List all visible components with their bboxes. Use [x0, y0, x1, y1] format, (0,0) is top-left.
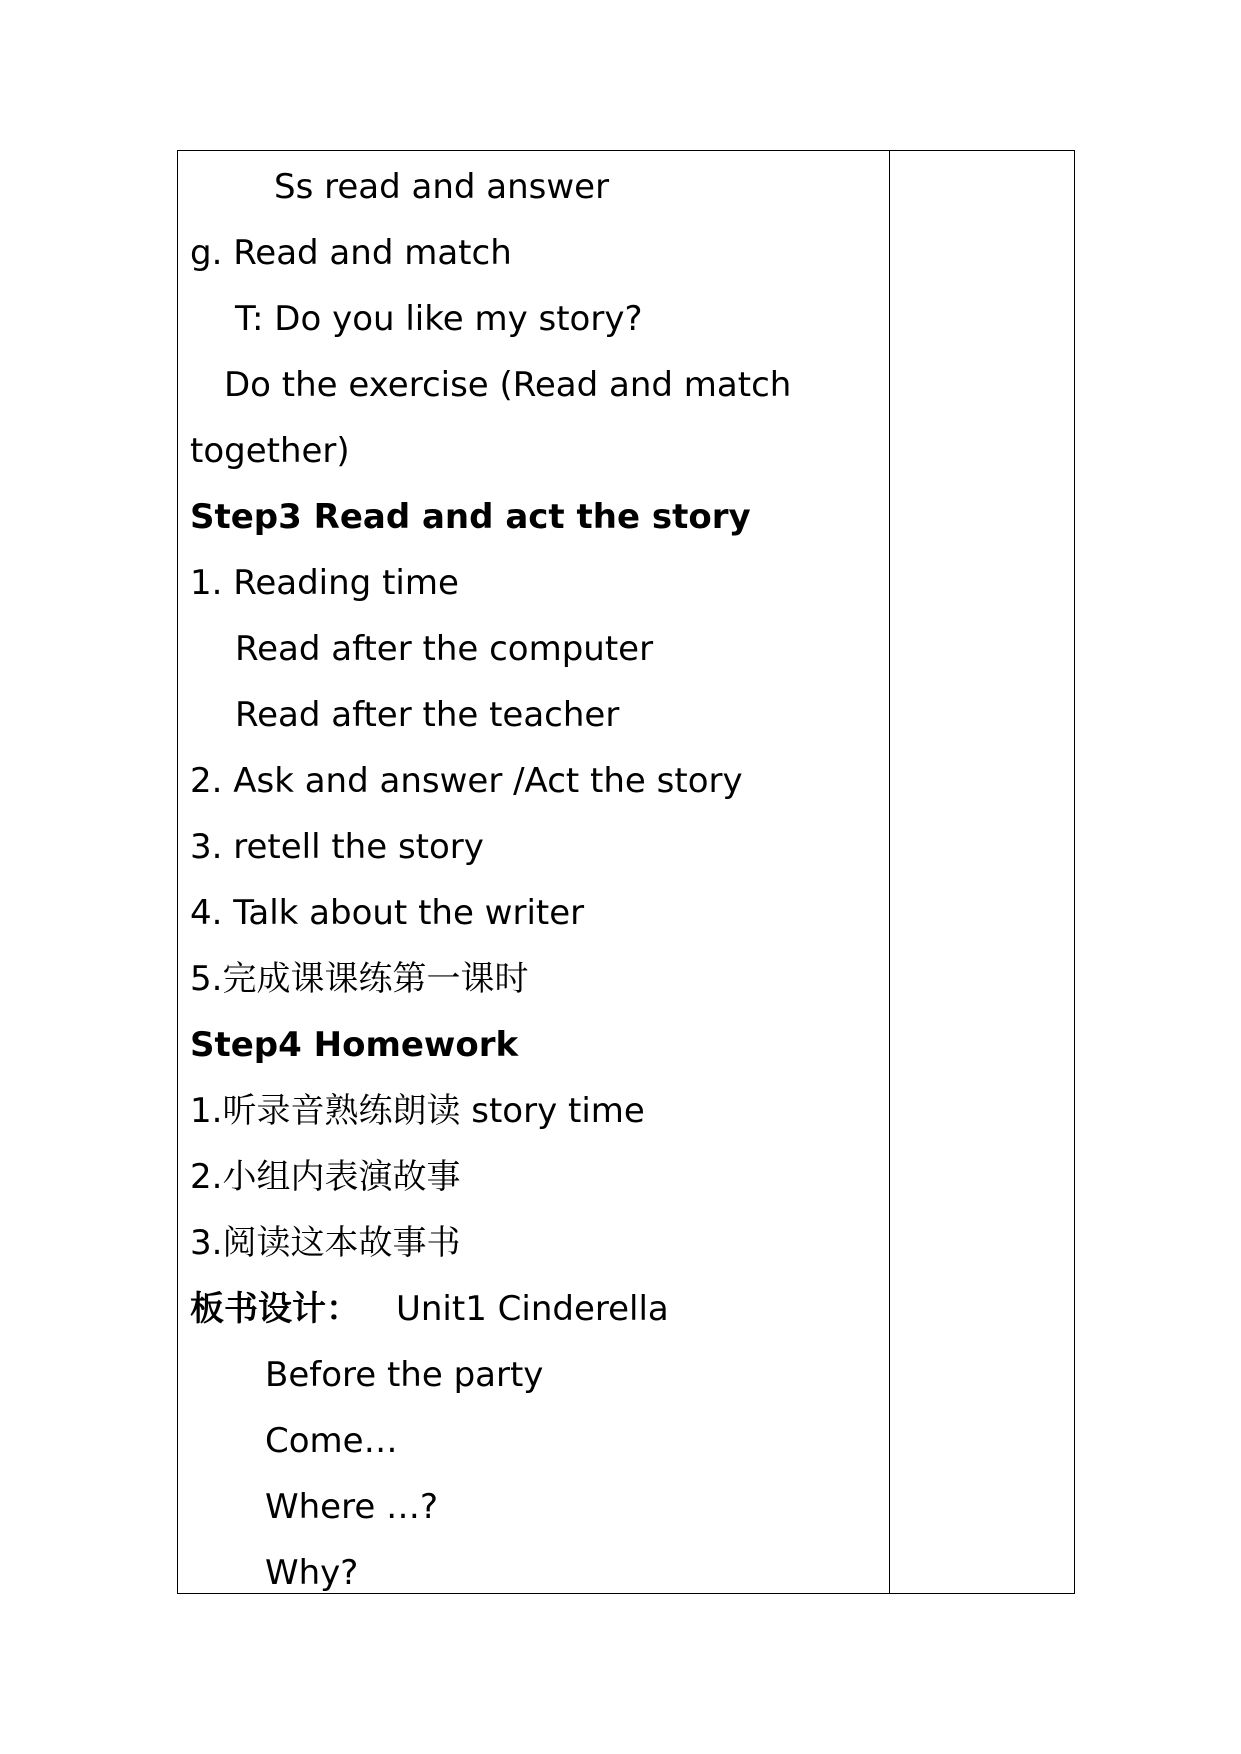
- text-line: 3.阅读这本故事书: [190, 1223, 461, 1263]
- text-line: 1.听录音熟练朗读 story time: [190, 1091, 645, 1131]
- text-line: Read after the computer: [235, 629, 654, 669]
- board-design-label: 板书设计：: [190, 1289, 360, 1329]
- text-line: Ss read and answer: [274, 167, 610, 207]
- lesson-plan-table: [177, 150, 1075, 1594]
- text-line: Come…: [265, 1421, 398, 1461]
- text-line: 2. Ask and answer /Act the story: [190, 761, 743, 801]
- text-line: Where …?: [265, 1487, 439, 1527]
- step4-heading: Step4 Homework: [190, 1025, 519, 1065]
- text-line: Read after the teacher: [235, 695, 620, 735]
- text-line: Why?: [265, 1553, 359, 1593]
- text-line: 3. retell the story: [190, 827, 484, 867]
- text-line: T: Do you like my story?: [235, 299, 643, 339]
- text-line: 1. Reading time: [190, 563, 459, 603]
- board-design-line: [190, 1289, 669, 1329]
- lesson-steps-cell: [178, 151, 890, 1593]
- text-line: 4. Talk about the writer: [190, 893, 585, 933]
- text-line: g. Read and match: [190, 233, 512, 273]
- text-line: Before the party: [265, 1355, 544, 1395]
- text-line: 5.完成课课练第一课时: [190, 959, 529, 999]
- text-line: together): [190, 431, 350, 471]
- board-design-title: Unit1 Cinderella: [396, 1289, 669, 1329]
- text-line: 2.小组内表演故事: [190, 1157, 461, 1197]
- step3-heading: Step3 Read and act the story: [190, 497, 751, 537]
- text-line: Do the exercise (Read and match: [224, 365, 792, 405]
- notes-cell: [890, 151, 1074, 1593]
